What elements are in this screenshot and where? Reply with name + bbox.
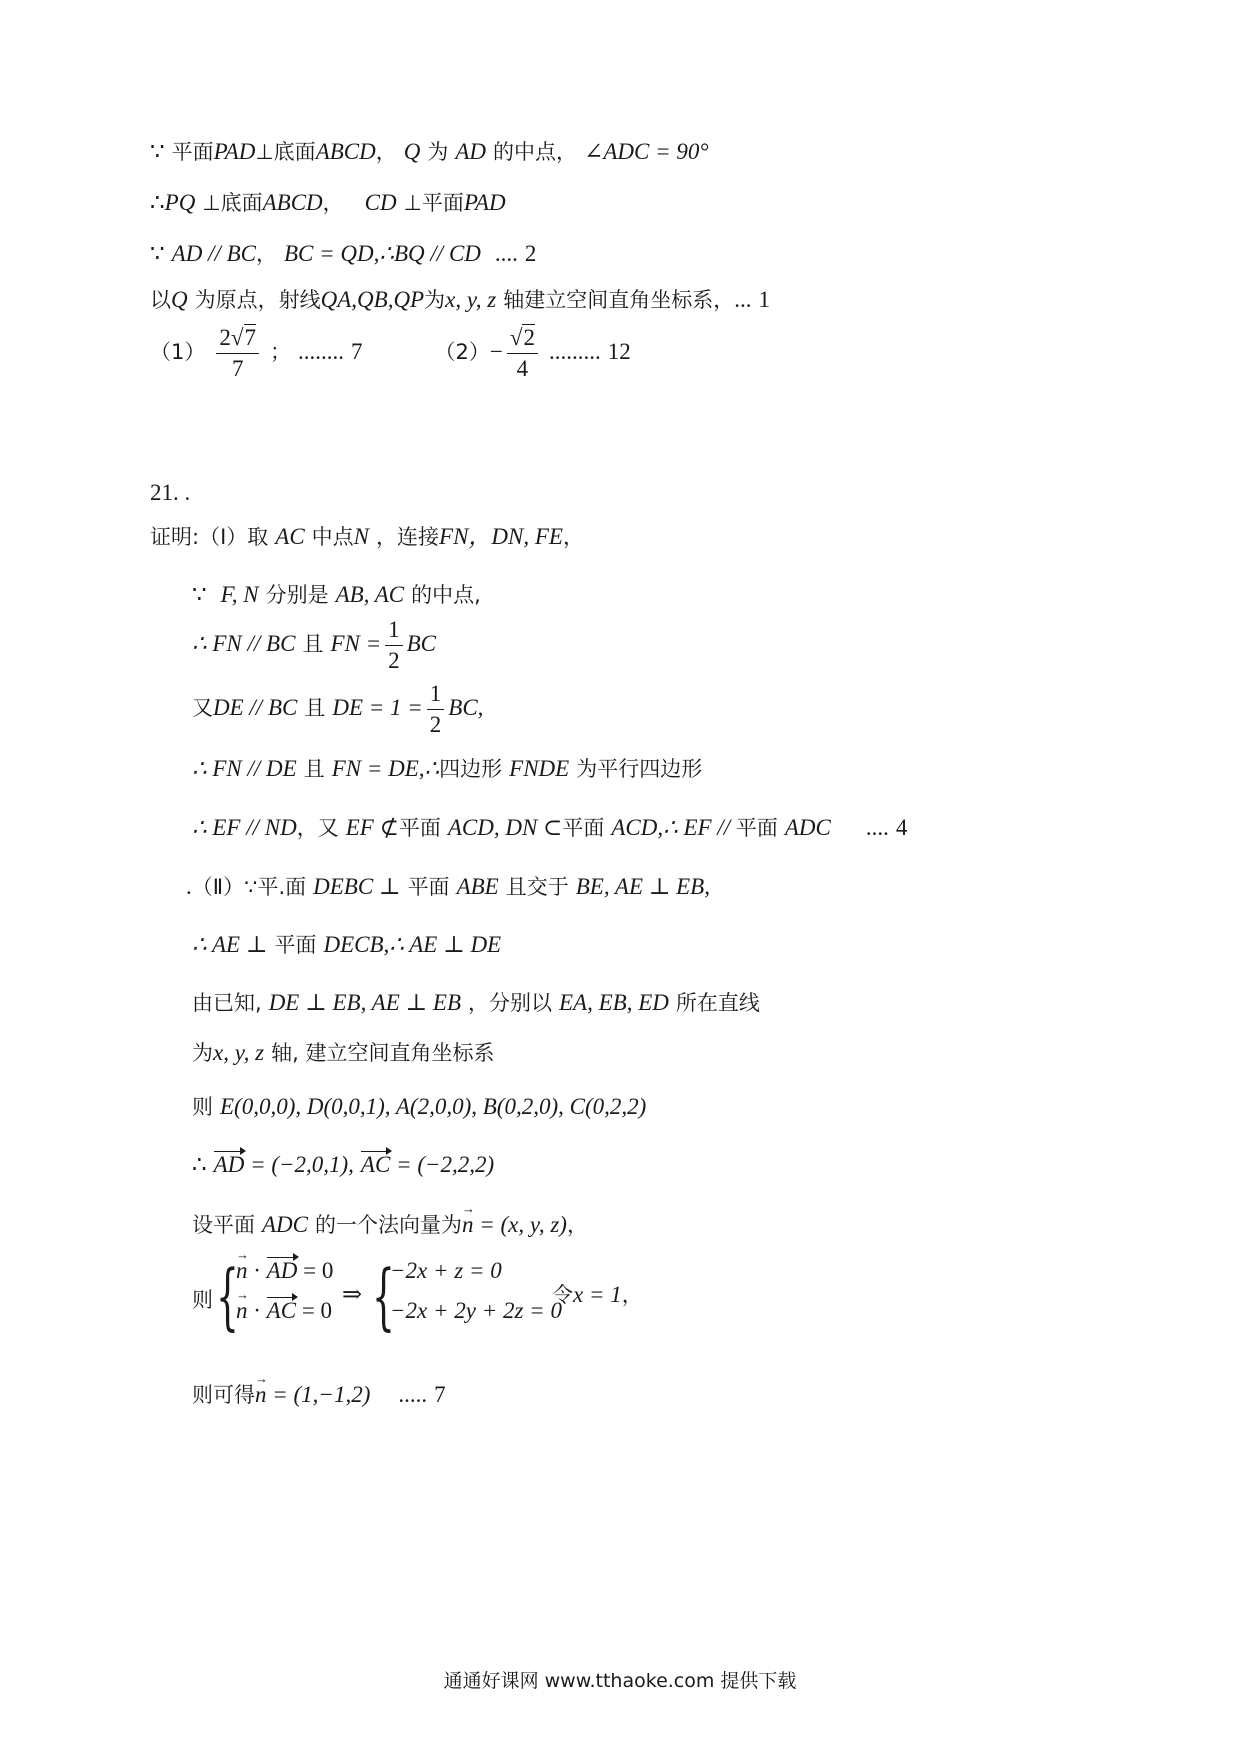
score-dots: ....: [494, 241, 518, 266]
line-ad-parallel-bc: ∵ AD // BC， BC = QD,∴BQ // CD .... 2: [150, 241, 537, 266]
step-parallelogram: ∴ FN // DE 且 FN = DE,∴四边形 FNDE 为平行四边形: [192, 756, 703, 781]
line-answers: （1） $\frac{2√7}{7}$ ； ........ 7 （2）− $\frac{√2}{4}$ ......... 12: [150, 322, 631, 384]
left-brace: {: [216, 1254, 239, 1338]
step-midpoints: ∵ F, N 分别是 AB, AC 的中点,: [192, 582, 481, 607]
step-given-perp: 由已知, DE ⊥ EB, AE ⊥ EB ，分别以 EA, EB, ED 所在直线: [192, 990, 760, 1015]
step-de-half-bc: 又DE // BC 且 DE = 1 = $\frac{1}{2}$ BC,: [192, 678, 483, 740]
step-vectors: ∴ AD = (−2,0,1), AC = (−2,2,2): [192, 1150, 494, 1181]
system-eq-2: −2x + 2y + 2z = 0: [390, 1298, 562, 1323]
step-ef-parallel-plane: ∴ EF // ND，又 EF ⊄平面 ACD, DN ⊂平面 ACD,∴ EF // 平面 ADC .... 4: [192, 815, 908, 840]
left-brace-2: {: [372, 1254, 395, 1338]
proof-intro: 证明:（Ⅰ）取 AC 中点N ，连接FN，DN, FE，: [150, 524, 584, 549]
score-value: 2: [524, 241, 537, 266]
because-symbol: ∵: [150, 139, 165, 164]
line-coordinate-system: 以Q 为原点，射线QA,QB,QP为x, y, z 轴建立空间直角坐标系，... 1: [150, 287, 770, 312]
step-axes: 为x, y, z 轴, 建立空间直角坐标系: [192, 1040, 495, 1065]
line-plane-pad-perp: ∵ 平面PAD⊥底面ABCD， Q 为 AD 的中点， ∠ADC = 90°: [150, 139, 709, 164]
system-eq-1: −2x + z = 0: [390, 1258, 502, 1283]
fraction-one-half: $\frac{1}{2}$: [385, 615, 403, 676]
step-points: 则 E(0,0,0), D(0,0,1), A(2,0,0), B(0,2,0), C(0,2,2): [192, 1094, 647, 1119]
step-normal-vector: 设平面 ADC 的一个法向量为n → = (x, y, z)，: [192, 1210, 588, 1241]
step-fn-half-bc: ∴ FN // BC 且 FN = $\frac{1}{2}$ BC: [192, 614, 436, 676]
fraction-one-half: $\frac{1}{2}$: [427, 679, 445, 740]
system-row-2: n → · AC = 0: [236, 1296, 332, 1327]
page-footer: 通通好课网 www.tthaoke.com 提供下载: [443, 1670, 797, 1692]
line-pq-perp: ∴PQ ⊥底面ABCD， CD ⊥平面PAD: [150, 190, 506, 215]
set-x-one: 令x = 1，: [552, 1282, 643, 1307]
normal-vector-n: n →: [255, 1380, 267, 1410]
step-ae-perp-de: ∴ AE ⊥ 平面 DECB,∴ AE ⊥ DE: [192, 932, 502, 957]
vector-ad: AD: [214, 1150, 245, 1180]
vector-ac: AC: [361, 1150, 390, 1180]
implies-arrow: ⇒: [342, 1282, 363, 1308]
step-result: 则可得n → = (1,−1,2) ..... 7: [192, 1380, 446, 1411]
equation-system: 则 { n → · AD = 0 n → · AC = 0 ⇒ { −2x + z = 0 −2x + 2y + 2z = 0 令x = 1，: [192, 1256, 692, 1346]
question-number: 21. .: [150, 480, 191, 505]
part-two-intro: .（Ⅱ）∵平.面 DEBC ⊥ 平面 ABE 且交于 BE, AE ⊥ EB,: [186, 874, 710, 899]
normal-vector-n: n →: [462, 1210, 474, 1240]
fraction-root-two-over-four: $\frac{√2}{4}$: [507, 323, 538, 384]
system-row-1: n → · AD = 0: [236, 1256, 333, 1287]
fraction-two-root-seven-over-seven: $\frac{2√7}{7}$: [216, 323, 259, 384]
